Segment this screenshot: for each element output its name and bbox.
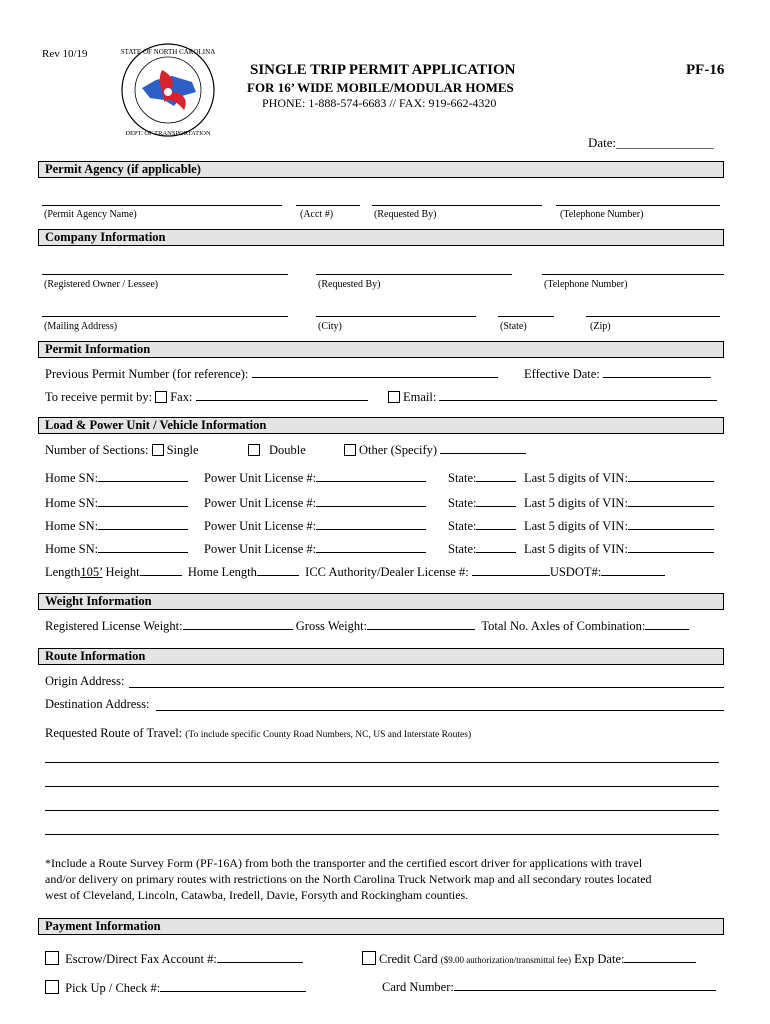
home-sn-label: Home SN: xyxy=(45,519,99,533)
power-unit-field[interactable] xyxy=(316,471,426,482)
state-label: (State) xyxy=(500,321,527,332)
state-label: State: xyxy=(448,496,477,510)
length-value[interactable]: 105’ xyxy=(80,565,103,579)
city-line[interactable] xyxy=(316,316,476,317)
usdot-field[interactable] xyxy=(601,565,665,576)
permit-agency-name-line[interactable] xyxy=(42,205,282,206)
route-footnote-line-2: and/or delivery on primary routes with restrictions on the North Carolina Truck Network map and all secondary routes located xyxy=(45,872,652,886)
home-sn-field[interactable] xyxy=(98,542,188,553)
height-label: Height xyxy=(105,565,140,579)
receive-permit-label: To receive permit by: xyxy=(45,390,153,404)
vin-field[interactable] xyxy=(628,519,714,530)
state-field[interactable] xyxy=(476,519,516,530)
company-telephone-label: (Telephone Number) xyxy=(544,279,628,290)
effective-date-field[interactable] xyxy=(603,367,711,378)
previous-permit-label: Previous Permit Number (for reference): xyxy=(45,367,249,381)
credit-card-note: ($9.00 authorization/transmittal fee) xyxy=(440,955,572,965)
acct-number-label: (Acct #) xyxy=(300,209,334,220)
exp-date-field[interactable] xyxy=(624,952,696,963)
route-footnote-line-1: *Include a Route Survey Form (PF-16A) from both the transporter and the certified escort driver for applications with travel xyxy=(45,856,643,870)
fax-checkbox[interactable] xyxy=(155,391,167,403)
date-field[interactable]: Date:_______________ xyxy=(588,135,714,150)
previous-permit-field[interactable] xyxy=(252,367,498,378)
length-label: Length xyxy=(45,565,81,579)
route-section-header: Route Information xyxy=(38,648,724,665)
axles-label: Total No. Axles of Combination: xyxy=(481,619,646,633)
home-sn-field[interactable] xyxy=(98,496,188,507)
fax-field[interactable] xyxy=(196,390,368,401)
form-title: SINGLE TRIP PERMIT APPLICATION xyxy=(250,62,516,78)
state-field[interactable] xyxy=(476,471,516,482)
other-checkbox[interactable] xyxy=(344,444,356,456)
sections-row xyxy=(45,443,199,458)
vin-label: Last 5 digits of VIN: xyxy=(524,471,628,485)
home-sn-label: Home SN: xyxy=(45,496,99,510)
other-field[interactable] xyxy=(440,443,526,454)
icc-label: ICC Authority/Dealer License #: xyxy=(305,565,469,579)
route-line-2[interactable] xyxy=(45,786,719,787)
height-field[interactable] xyxy=(140,565,182,576)
company-telephone-line[interactable] xyxy=(542,274,724,275)
escrow-field[interactable] xyxy=(217,952,303,963)
city-label: (City) xyxy=(318,321,342,332)
mailing-address-line[interactable] xyxy=(42,316,288,317)
vin-label: Last 5 digits of VIN: xyxy=(524,519,628,533)
home-sn-field[interactable] xyxy=(98,519,188,530)
email-row xyxy=(388,390,717,405)
credit-card-checkbox[interactable] xyxy=(362,951,376,965)
payment-section-header: Payment Information xyxy=(38,918,724,935)
home-length-label: Home Length xyxy=(187,565,257,579)
route-line-1[interactable] xyxy=(45,762,719,763)
form-subtitle: FOR 16’ WIDE MOBILE/MODULAR HOMES xyxy=(247,80,514,95)
weight-section-header: Weight Information xyxy=(38,593,724,610)
agency-telephone-label: (Telephone Number) xyxy=(560,209,644,220)
registered-weight-label: Registered License Weight: xyxy=(45,619,183,633)
zip-label: (Zip) xyxy=(590,321,611,332)
power-unit-label: Power Unit License #: xyxy=(204,519,317,533)
single-label: Single xyxy=(166,443,199,457)
acct-number-line[interactable] xyxy=(296,205,360,206)
power-unit-label: Power Unit License #: xyxy=(204,471,317,485)
axles-field[interactable] xyxy=(645,619,689,630)
power-unit-label: Power Unit License #: xyxy=(204,542,317,556)
vin-field[interactable] xyxy=(628,471,714,482)
company-requested-by-line[interactable] xyxy=(316,274,512,275)
state-label: State: xyxy=(448,471,477,485)
ncdot-seal xyxy=(112,40,224,140)
weight-row xyxy=(45,619,689,634)
usdot-label: USDOT#: xyxy=(549,565,602,579)
card-number-label: Card Number: xyxy=(382,980,454,994)
load-section-header: Load & Power Unit / Vehicle Information xyxy=(38,417,724,434)
pickup-field[interactable] xyxy=(160,981,306,992)
icc-field[interactable] xyxy=(472,565,550,576)
phone-fax: PHONE: 1-888-574-6683 // FAX: 919-662-4320 xyxy=(262,96,497,110)
credit-card-label: Credit Card xyxy=(379,952,438,966)
exp-date-label: Exp Date: xyxy=(574,952,625,966)
svg-text:DEPT. OF TRANSPORTATION: DEPT. OF TRANSPORTATION xyxy=(125,130,211,137)
single-checkbox[interactable] xyxy=(152,444,164,456)
revision-label: Rev 10/19 xyxy=(42,48,88,60)
receive-permit-row xyxy=(45,390,368,405)
destination-field[interactable] xyxy=(156,710,724,711)
escrow-label: Escrow/Direct Fax Account #: xyxy=(65,952,217,966)
state-label: State: xyxy=(448,519,477,533)
dimensions-row xyxy=(45,565,665,580)
power-unit-field[interactable] xyxy=(316,496,426,507)
escrow-row xyxy=(45,951,303,967)
permit-agency-name-label: (Permit Agency Name) xyxy=(44,209,137,220)
requested-route-note: (To include specific County Road Numbers, NC, US and Interstate Routes) xyxy=(185,730,472,740)
double-label: Double xyxy=(269,443,306,457)
requested-route-label: Requested Route of Travel: xyxy=(45,726,183,740)
ncdot-seal-graphic xyxy=(112,40,224,140)
email-field[interactable] xyxy=(439,390,717,401)
gross-weight-label: Gross Weight: xyxy=(295,619,368,633)
mailing-address-label: (Mailing Address) xyxy=(44,321,118,332)
permit-info-section-header: Permit Information xyxy=(38,341,724,358)
previous-permit-row xyxy=(45,367,498,382)
route-line-4[interactable] xyxy=(45,834,719,835)
power-unit-label: Power Unit License #: xyxy=(204,496,317,510)
zip-line[interactable] xyxy=(586,316,720,317)
card-number-field[interactable] xyxy=(454,980,716,991)
state-label: State: xyxy=(448,542,477,556)
route-line-3[interactable] xyxy=(45,810,719,811)
vin-field[interactable] xyxy=(628,496,714,507)
form-number: PF-16 xyxy=(686,62,725,78)
company-section-header: Company Information xyxy=(38,229,724,246)
home-sn-field[interactable] xyxy=(98,471,188,482)
svg-text:STATE OF NORTH CAROLINA: STATE OF NORTH CAROLINA xyxy=(120,48,216,56)
agency-telephone-line[interactable] xyxy=(556,205,720,206)
other-option xyxy=(344,443,526,458)
card-number-row xyxy=(382,980,716,995)
fax-label: Fax: xyxy=(170,390,193,404)
effective-date-row xyxy=(524,367,711,382)
escrow-checkbox[interactable] xyxy=(45,951,59,965)
owner-line[interactable] xyxy=(42,274,288,275)
registered-weight-field[interactable] xyxy=(183,619,293,630)
email-label: Email: xyxy=(403,390,437,404)
owner-label: (Registered Owner / Lessee) xyxy=(44,279,159,290)
origin-label: Origin Address: xyxy=(45,674,125,688)
sections-label: Number of Sections: xyxy=(45,443,149,457)
effective-date-label: Effective Date: xyxy=(524,367,600,381)
destination-label: Destination Address: xyxy=(45,697,150,711)
double-option xyxy=(248,443,306,458)
route-footnote-line-3: west of Cleveland, Lincoln, Catawba, Iredell, Davie, Forsyth and Rockingham counties. xyxy=(45,888,469,902)
origin-field[interactable] xyxy=(129,687,724,688)
state-field[interactable] xyxy=(476,542,516,553)
home-length-field[interactable] xyxy=(257,565,299,576)
gross-weight-field[interactable] xyxy=(367,619,475,630)
state-line[interactable] xyxy=(498,316,554,317)
other-label: Other (Specify) xyxy=(359,443,438,457)
state-field[interactable] xyxy=(476,496,516,507)
power-unit-field[interactable] xyxy=(316,542,426,553)
pickup-label: Pick Up / Check #: xyxy=(65,981,161,995)
vin-label: Last 5 digits of VIN: xyxy=(524,542,628,556)
vin-label: Last 5 digits of VIN: xyxy=(524,496,628,510)
company-requested-by-label: (Requested By) xyxy=(318,279,381,290)
vin-field[interactable] xyxy=(628,542,714,553)
email-checkbox[interactable] xyxy=(388,391,400,403)
double-checkbox[interactable] xyxy=(248,444,260,456)
requested-route-row xyxy=(45,726,471,741)
agency-requested-by-line[interactable] xyxy=(372,205,542,206)
pickup-row xyxy=(45,980,306,996)
power-unit-field[interactable] xyxy=(316,519,426,530)
home-sn-label: Home SN: xyxy=(45,542,99,556)
pickup-checkbox[interactable] xyxy=(45,980,59,994)
agency-requested-by-label: (Requested By) xyxy=(374,209,437,220)
home-sn-label: Home SN: xyxy=(45,471,99,485)
permit-agency-section-header: Permit Agency (if applicable) xyxy=(38,161,724,178)
credit-row xyxy=(362,951,696,967)
